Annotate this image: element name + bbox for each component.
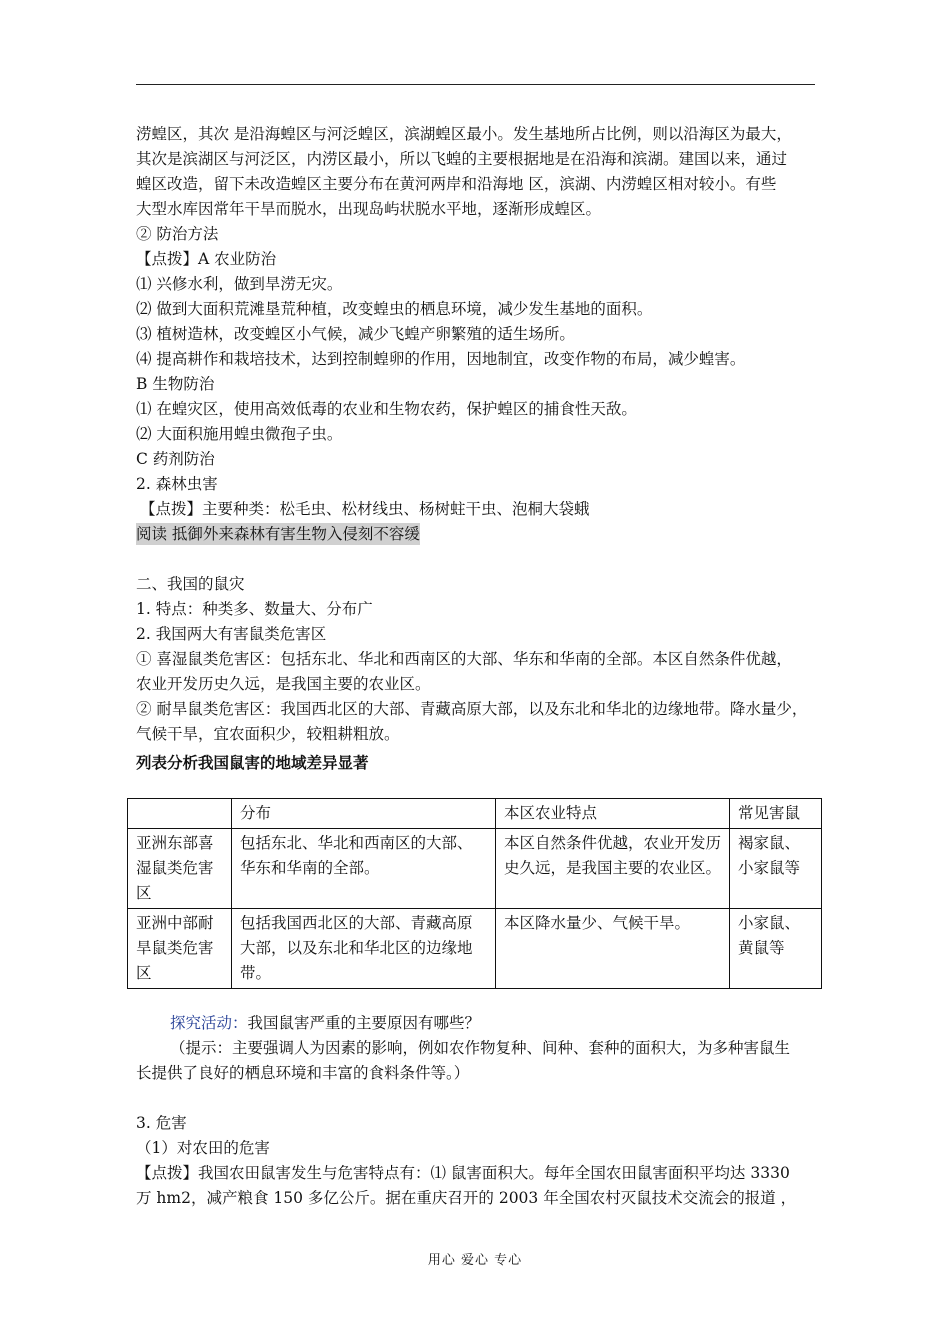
agri-item: ⑶ 植树造林，改变蝗区小气候，减少飞蝗产卵繁殖的适生场所。 [136, 325, 575, 343]
forest-heading: 2. 森林虫害 [136, 475, 218, 493]
table-header-cell: 本区农业特点 [496, 799, 730, 829]
table-header-cell: 分布 [232, 799, 496, 829]
table-row [128, 909, 822, 989]
inquiry-text: 我国鼠害严重的主要原因有哪些？ [247, 1014, 481, 1032]
table-header-cell: 常见害鼠 [730, 799, 822, 829]
hint-line: 长提供了良好的栖息环境和丰富的食料条件等。） [136, 1064, 470, 1082]
zone1-line: 农业开发历史久远，是我国主要的农业区。 [136, 675, 431, 693]
inquiry-label: 探究活动： [170, 1014, 248, 1032]
table-cell: 亚洲中部耐旱鼠类危害区 [128, 909, 232, 989]
text-line: 大型水库因常年干旱而脱水，出现岛屿状脱水平地，逐渐形成蝗区。 [136, 200, 602, 218]
table-cell: 亚洲东部喜湿鼠类危害区 [128, 829, 232, 909]
table-cell: 本区自然条件优越，农业开发历史久远，是我国主要的农业区。 [496, 829, 730, 909]
document-body-lower [136, 1011, 816, 1211]
agri-item: ⑴ 兴修水利，做到旱涝无灾。 [136, 275, 343, 293]
farmland-line: 【点拨】我国农田鼠害发生与危害特点有：⑴ 鼠害面积大。每年全国农田鼠害面积平均达 3330 [136, 1164, 790, 1182]
table-row [128, 829, 822, 909]
zones-heading: 2. 我国两大有害鼠类危害区 [136, 625, 327, 643]
method-heading: ② 防治方法 [136, 225, 219, 243]
document-body [136, 122, 816, 775]
forest-tip: 【点拨】主要种类：松毛虫、松材线虫、杨树蛀干虫、泡桐大袋蛾 [140, 500, 590, 518]
text-line: 其次是滨湖区与河泛区，内涝区最小，所以飞蝗的主要根据地是在沿海和滨湖。建国以来，通过 [136, 150, 788, 168]
zone2-line: 气候干旱，宜农面积少，较粗耕粗放。 [136, 725, 400, 743]
bio-item: ⑴ 在蝗灾区，使用高效低毒的农业和生物农药，保护蝗区的捕食性天敌。 [136, 400, 637, 418]
agri-item: ⑷ 提高耕作和栽培技术，达到控制蝗卵的作用，因地制宜，改变作物的布局，减少蝗害。 [136, 350, 746, 368]
page-footer: 用心 爱心 专心 [427, 1253, 523, 1268]
table-cell: 小家鼠、黄鼠等 [730, 909, 822, 989]
table-title: 列表分析我国鼠害的地域差异显著 [136, 753, 369, 772]
inquiry-line [136, 1011, 816, 1036]
table-cell: 包括我国西北区的大部、青藏高原大部，以及东北和华北区的边缘地带。 [232, 909, 496, 989]
bio-item: ⑵ 大面积施用蝗虫微孢子虫。 [136, 425, 343, 443]
agri-heading: 【点拨】A 农业防治 [136, 250, 277, 268]
zone2-line: ② 耐旱鼠类危害区：我国西北区的大部、青藏高原大部，以及东北和华北的边缘地带。降水量少， [136, 700, 808, 718]
header-rule [136, 84, 815, 85]
harm-heading: 3. 危害 [136, 1114, 187, 1132]
rodent-table [127, 798, 822, 989]
zone1-line: ① 喜湿鼠类危害区：包括东北、华北和西南区的大部、华东和华南的全部。本区自然条件优越， [136, 650, 792, 668]
bio-heading: B 生物防治 [136, 375, 215, 393]
table-cell: 包括东北、华北和西南区的大部、华东和华南的全部。 [232, 829, 496, 909]
table-cell: 褐家鼠、小家鼠等 [730, 829, 822, 909]
table-header-cell [128, 799, 232, 829]
farmland-heading: （1）对农田的危害 [136, 1139, 270, 1157]
text-line: 蝗区改造，留下未改造蝗区主要分布在黄河两岸和沿海地 区，滨湖、内涝蝗区相对较小。有些 [136, 175, 777, 193]
agri-item: ⑵ 做到大面积荒滩垦荒种植，改变蝗虫的栖息环境，减少发生基地的面积。 [136, 300, 653, 318]
hint-line: （提示：主要强调人为因素的影响，例如农作物复种、间种、套种的面积大，为多种害鼠生 [170, 1039, 791, 1057]
table-header-row [128, 799, 822, 829]
feature-line: 1. 特点：种类多、数量大、分布广 [136, 600, 373, 618]
farmland-line: 万 hm2，减产粮食 150 多亿公斤。据在重庆召开的 2003 年全国农村灭鼠技术交流会的报道 ， [136, 1189, 797, 1207]
reading-box: 阅读 抵御外来森林有害生物入侵刻不容缓 [136, 525, 420, 543]
chem-heading: C 药剂防治 [136, 450, 215, 468]
text-line: 涝蝗区，其次 是沿海蝗区与河泛蝗区，滨湖蝗区最小。发生基地所占比例，则以沿海区为最大， [136, 125, 792, 143]
section-title: 二、我国的鼠灾 [136, 575, 245, 593]
table-cell: 本区降水量少、气候干旱。 [496, 909, 730, 989]
